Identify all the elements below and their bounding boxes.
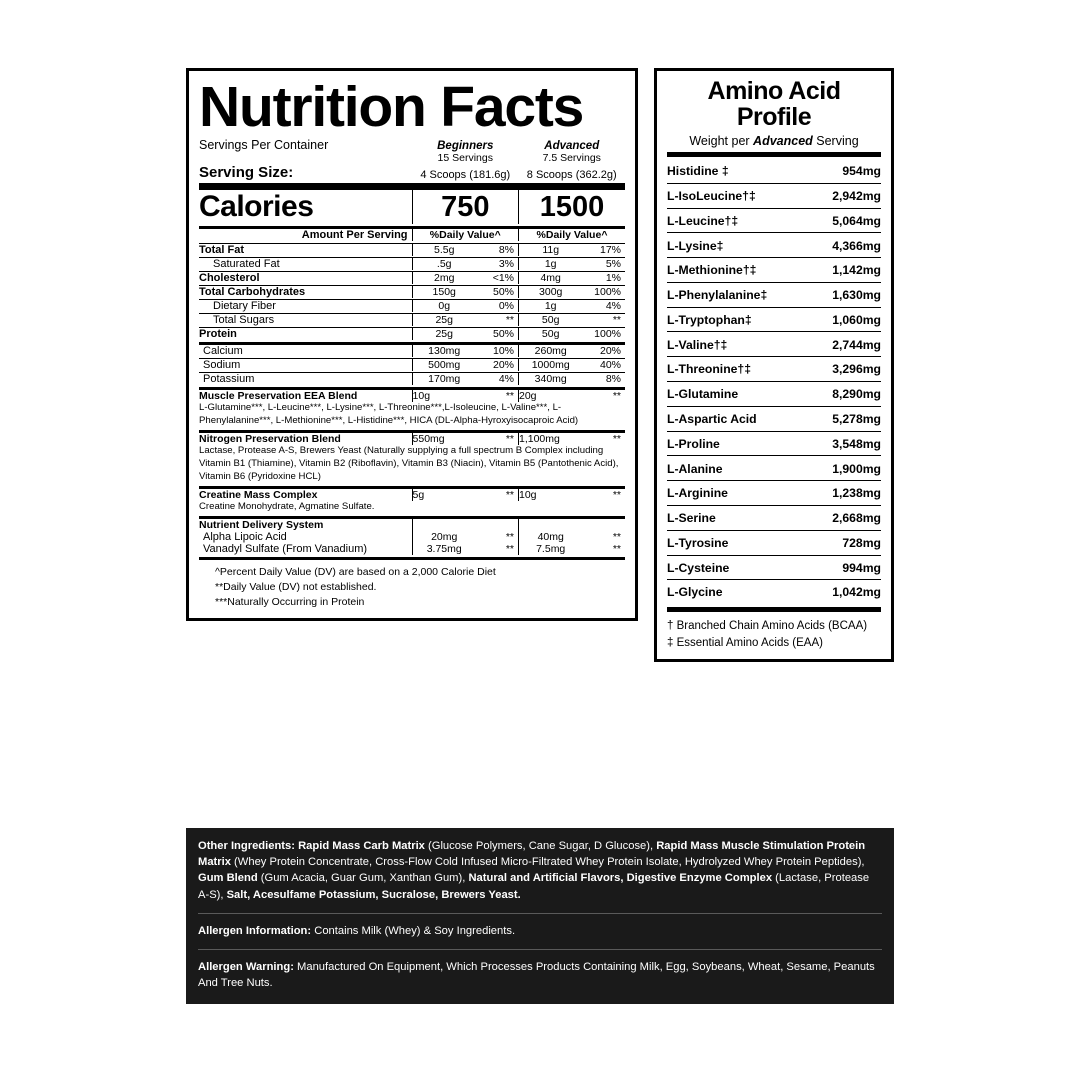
blend-name: Muscle Preservation EEA Blend: [199, 390, 358, 402]
row-pct-advanced: 40%: [599, 359, 621, 371]
row-value-advanced: 7.5mg: [519, 543, 583, 555]
row-value-advanced: 50g: [519, 328, 583, 341]
servings-count-row: [199, 152, 625, 164]
table-row: [667, 258, 881, 283]
row-value-beginners: 25g: [412, 314, 476, 327]
row-value-beginners: 3.75mg: [412, 543, 476, 555]
row-pct-beginners: 0%: [498, 300, 514, 312]
gum-blend-detail: (Gum Acacia, Guar Gum, Xanthan Gum),: [257, 872, 469, 885]
amino-footnotes: [667, 612, 881, 651]
row-value-advanced: 340mg: [519, 373, 583, 386]
subtitle-emphasis: Advanced: [753, 134, 813, 148]
amino-name: L-Alanine: [667, 456, 811, 481]
allergen-information-text: Contains Milk (Whey) & Soy Ingredients.: [311, 924, 516, 937]
table-row: [667, 481, 881, 506]
row-pct-advanced: 4%: [605, 300, 621, 312]
blend-pct-advanced: **: [612, 488, 621, 501]
amino-acid-table: [667, 159, 881, 604]
table-row: [199, 373, 625, 386]
row-label: Dietary Fiber: [213, 300, 276, 312]
row-label: Cholesterol: [199, 272, 260, 284]
table-row: [667, 431, 881, 456]
row-pct-beginners: 8%: [498, 244, 514, 256]
amino-name: L-Leucine†‡: [667, 208, 811, 233]
row-value-advanced: 40mg: [519, 531, 583, 543]
dv-header-advanced: %Daily Value^: [519, 228, 626, 242]
amino-name: L-Proline: [667, 431, 811, 456]
table-row: [199, 328, 625, 341]
row-value-beginners: 0g: [412, 300, 476, 313]
dv-header-row: [199, 228, 625, 242]
other-ingredients-paragraph: [198, 838, 882, 903]
amino-name: L-Tyrosine: [667, 530, 811, 555]
row-value-beginners: 500mg: [412, 359, 476, 372]
carb-matrix-label: Rapid Mass Carb Matrix: [298, 840, 425, 852]
row-pct-advanced: 100%: [594, 286, 621, 298]
table-row: [199, 314, 625, 327]
row-value-beginners: 25g: [412, 328, 476, 341]
row-pct-advanced: 17%: [599, 244, 621, 256]
table-row: [667, 505, 881, 530]
row-value-beginners: 2mg: [412, 272, 476, 285]
footnote-not-established: **Daily Value (DV) not established.: [215, 580, 377, 593]
serving-size-row: [199, 164, 625, 181]
amino-value: 2,942mg: [811, 183, 881, 208]
blend-value-beginners: 550mg: [412, 431, 476, 445]
row-pct-beginners: **: [505, 314, 514, 326]
nutrition-facts-panel: [186, 68, 638, 621]
blend-desc-row: [199, 402, 625, 428]
subtitle-pre: Weight per: [689, 134, 754, 148]
amino-name: L-Threonine†‡: [667, 357, 811, 382]
amino-value: 5,064mg: [811, 208, 881, 233]
subtitle-post: Serving: [812, 134, 859, 148]
amino-name: L-Arginine: [667, 481, 811, 506]
table-row: [199, 272, 625, 285]
footnote-naturally-occurring: ***Naturally Occurring in Protein: [215, 596, 365, 609]
row-pct-advanced: 1%: [605, 272, 621, 284]
misc-ingredients: Salt, Acesulfame Potassium, Sucralose, Brewers Yeast.: [226, 888, 521, 901]
row-pct-beginners: **: [505, 530, 514, 543]
blend-pct-beginners: **: [505, 432, 514, 445]
servings-header-row: [199, 138, 625, 152]
column-name-beginners: Beginners: [437, 140, 494, 152]
row-value-advanced: 300g: [519, 286, 583, 299]
amino-name: Histidine ‡: [667, 159, 811, 183]
table-row: [199, 300, 625, 313]
row-label: Saturated Fat: [213, 258, 280, 270]
footnote-eaa: ‡ Essential Amino Acids (EAA): [667, 636, 823, 649]
row-value-advanced: 1000mg: [519, 359, 583, 372]
amino-value: 728mg: [811, 530, 881, 555]
amount-per-serving-label: Amount Per Serving: [301, 229, 408, 241]
calories-advanced: 1500: [519, 187, 626, 225]
amino-value: 1,042mg: [832, 585, 881, 600]
amino-name: L-Tryptophan‡: [667, 307, 811, 332]
flavors-enzyme-label: Natural and Artificial Flavors, Digestive Enzyme Complex: [468, 872, 773, 885]
blend-row: [199, 389, 625, 403]
row-value-advanced: 1g: [519, 258, 583, 271]
row-pct-beginners: 10%: [492, 345, 514, 357]
table-row: [667, 332, 881, 357]
amino-value: 3,296mg: [811, 357, 881, 382]
blend-value-advanced: 20g: [519, 389, 583, 403]
row-pct-beginners: <1%: [492, 272, 514, 284]
table-row: [199, 258, 625, 271]
blend-pct-beginners: **: [505, 390, 514, 402]
row-value-beginners: 20mg: [412, 531, 476, 543]
amino-acid-panel: [654, 68, 894, 662]
amino-value: 8,290mg: [811, 382, 881, 407]
enzyme-detail: (Lactase, Protease A-S),: [198, 872, 870, 901]
table-row: [199, 543, 625, 555]
allergen-warning-label: Allergen Warning:: [198, 961, 294, 974]
rule-med-7: [199, 555, 625, 559]
row-label: Alpha Lipoic Acid: [203, 530, 287, 543]
allergen-information-label: Allergen Information:: [198, 924, 312, 937]
row-pct-advanced: 100%: [594, 328, 621, 340]
amino-value: 1,142mg: [811, 258, 881, 283]
table-row: [667, 307, 881, 332]
table-row: [667, 406, 881, 431]
amino-name: L-Valine†‡: [667, 332, 811, 357]
ingredients-divider-2: [198, 949, 882, 950]
panels-container: [186, 68, 894, 662]
row-pct-advanced: 20%: [599, 345, 621, 357]
table-row: [667, 159, 881, 183]
servings-beginners: 15 Servings: [437, 152, 493, 164]
scoops-beginners: 4 Scoops (181.6g): [420, 169, 511, 181]
blend-name: Creatine Mass Complex: [199, 488, 318, 501]
amino-name: L-Lysine‡: [667, 233, 811, 258]
blend-desc-row: [199, 445, 625, 484]
row-pct-beginners: 3%: [498, 258, 514, 270]
blend-value-beginners: 5g: [412, 487, 476, 501]
row-label: Calcium: [203, 345, 243, 357]
blend-description: L-Glutamine***, L-Leucine***, L-Lysine***, L-Threonine***,L-Isoleucine, L-Valine***, L-Phenylalanine***, L-Methionine***, L-Histidine***, HICA (DL-Alpha-Hyroxyisocaproic Acid): [199, 402, 579, 426]
amino-value: 3,548mg: [811, 431, 881, 456]
amino-acid-title-line1: Amino Acid: [707, 77, 841, 105]
amino-rule-top: [667, 152, 881, 157]
amino-acid-title-line2: Profile: [736, 102, 812, 131]
table-row: [667, 208, 881, 233]
nutrition-footnotes: [199, 560, 625, 611]
amino-value: 954mg: [811, 159, 881, 183]
table-row: [199, 531, 625, 543]
other-ingredients-label: Other Ingredients:: [198, 840, 295, 852]
row-value-beginners: 5.5g: [412, 244, 476, 257]
amino-value: 1,900mg: [811, 456, 881, 481]
blend-value-advanced: 10g: [519, 487, 583, 501]
blend-name: Nitrogen Preservation Blend: [199, 432, 341, 445]
row-pct-beginners: **: [505, 542, 514, 555]
table-row: [667, 456, 881, 481]
blend-pct-advanced: **: [612, 432, 621, 445]
row-label: Protein: [199, 328, 237, 340]
blend-row: [199, 487, 625, 501]
amino-value: 994mg: [811, 555, 881, 580]
row-label: Total Fat: [199, 244, 245, 256]
servings-advanced: 7.5 Servings: [542, 152, 601, 164]
row-value-advanced: 1g: [519, 300, 583, 313]
column-name-advanced: Advanced: [544, 140, 600, 152]
row-pct-beginners: 20%: [492, 359, 514, 371]
amino-name: L-Glycine: [667, 585, 723, 600]
table-row: [667, 580, 881, 604]
serving-size-label: Serving Size:: [199, 164, 294, 181]
amino-name: L-Methionine†‡: [667, 258, 811, 283]
allergen-warning-paragraph: [198, 959, 882, 991]
table-row: [667, 357, 881, 382]
calories-beginners: 750: [412, 187, 518, 225]
table-row: [199, 359, 625, 372]
row-value-beginners: .5g: [412, 258, 476, 271]
allergen-information-paragraph: [198, 923, 882, 939]
blend-row: [199, 431, 625, 445]
row-pct-beginners: 50%: [492, 328, 514, 340]
row-value-beginners: 130mg: [412, 344, 476, 358]
amino-value: 2,668mg: [811, 505, 881, 530]
amino-name: L-Phenylalanine‡: [667, 282, 811, 307]
row-value-advanced: 50g: [519, 314, 583, 327]
amino-name: L-Glutamine: [667, 382, 811, 407]
table-row: [667, 183, 881, 208]
row-value-beginners: 170mg: [412, 373, 476, 386]
nutrition-facts-title: Nutrition Facts: [199, 75, 584, 139]
row-value-advanced: 260mg: [519, 344, 583, 358]
protein-matrix-label: Rapid Mass Muscle Stimulation Protein Matrix: [198, 840, 866, 869]
nutrition-facts-table: [199, 138, 625, 560]
blend-value-beginners: 10g: [412, 389, 476, 403]
row-value-advanced: 4mg: [519, 272, 583, 285]
blend-pct-advanced: **: [612, 390, 621, 402]
row-value-beginners: 150g: [412, 286, 476, 299]
amino-value: 1,238mg: [811, 481, 881, 506]
amino-value: 4,366mg: [811, 233, 881, 258]
table-row: [667, 382, 881, 407]
row-value-advanced: 11g: [519, 244, 583, 257]
table-row: [667, 555, 881, 580]
row-pct-advanced: 8%: [605, 373, 621, 385]
row-pct-advanced: **: [612, 542, 621, 555]
table-row: [667, 530, 881, 555]
amino-name: L-Serine: [667, 505, 811, 530]
row-label: Total Sugars: [213, 314, 275, 326]
amino-acid-title: [667, 79, 881, 130]
row-pct-advanced: **: [612, 530, 621, 543]
row-pct-beginners: 4%: [498, 373, 514, 385]
row-pct-beginners: 50%: [492, 286, 514, 298]
delivery-name-row: [199, 517, 625, 531]
calories-row: [199, 187, 625, 225]
dv-header-beginners: %Daily Value^: [412, 228, 518, 242]
row-pct-advanced: **: [612, 314, 621, 326]
table-row: [199, 344, 625, 358]
amino-value: 1,630mg: [811, 282, 881, 307]
row-label: Sodium: [203, 359, 241, 371]
blend-description: Lactase, Protease A-S, Brewers Yeast (Naturally supplying a full spectrum B Complex including Vitamin B1 (Thiamine), Vitamin B2 (Riboflavin), Vitamin B3 (Niacin), Vitamin B5 (Pantothenic Acid), Vitamin B6 (Pyridoxine HCL): [199, 444, 619, 482]
amino-name: L-Aspartic Acid: [667, 406, 811, 431]
delivery-system-name: Nutrient Delivery System: [199, 518, 324, 531]
ingredients-box: [186, 828, 894, 1004]
blend-description: Creatine Monohydrate, Agmatine Sulfate.: [199, 500, 375, 512]
blend-desc-row: [199, 501, 625, 514]
row-pct-advanced: 5%: [605, 258, 621, 270]
row-label: Vanadyl Sulfate (From Vanadium): [203, 542, 368, 555]
allergen-warning-text: Manufactured On Equipment, Which Processes Products Containing Milk, Egg, Soybeans, Wheat, Sesame, Peanuts And Tree Nuts.: [198, 961, 875, 990]
carb-matrix-detail: (Glucose Polymers, Cane Sugar, D Glucose),: [424, 840, 657, 852]
amino-acid-subtitle: [667, 134, 881, 152]
blend-value-advanced: 1,100mg: [519, 431, 583, 445]
protein-matrix-detail: (Whey Protein Concentrate, Cross-Flow Cold Infused Micro-Filtrated Whey Protein Isolate, Hydrolyzed Whey Protein Peptides),: [230, 856, 865, 869]
table-row: [199, 244, 625, 257]
amino-name: L-Cysteine: [667, 555, 811, 580]
table-row: [667, 233, 881, 258]
servings-per-container-label: Servings Per Container: [199, 138, 329, 152]
table-row: [667, 282, 881, 307]
footnote-bcaa: † Branched Chain Amino Acids (BCAA): [667, 620, 868, 633]
amino-value: 5,278mg: [811, 406, 881, 431]
ingredients-divider-1: [198, 913, 882, 914]
amino-name: L-IsoLeucine†‡: [667, 183, 811, 208]
gum-blend-label: Gum Blend: [198, 872, 258, 885]
row-label: Potassium: [203, 373, 255, 385]
calories-label: Calories: [199, 190, 314, 223]
table-row: [199, 286, 625, 299]
blend-pct-beginners: **: [505, 488, 514, 501]
amino-value: 1,060mg: [811, 307, 881, 332]
amino-value: 2,744mg: [811, 332, 881, 357]
scoops-advanced: 8 Scoops (362.2g): [526, 169, 617, 181]
footnote-daily-value: ^Percent Daily Value (DV) are based on a 2,000 Calorie Diet: [215, 565, 496, 578]
row-label: Total Carbohydrates: [199, 286, 306, 298]
